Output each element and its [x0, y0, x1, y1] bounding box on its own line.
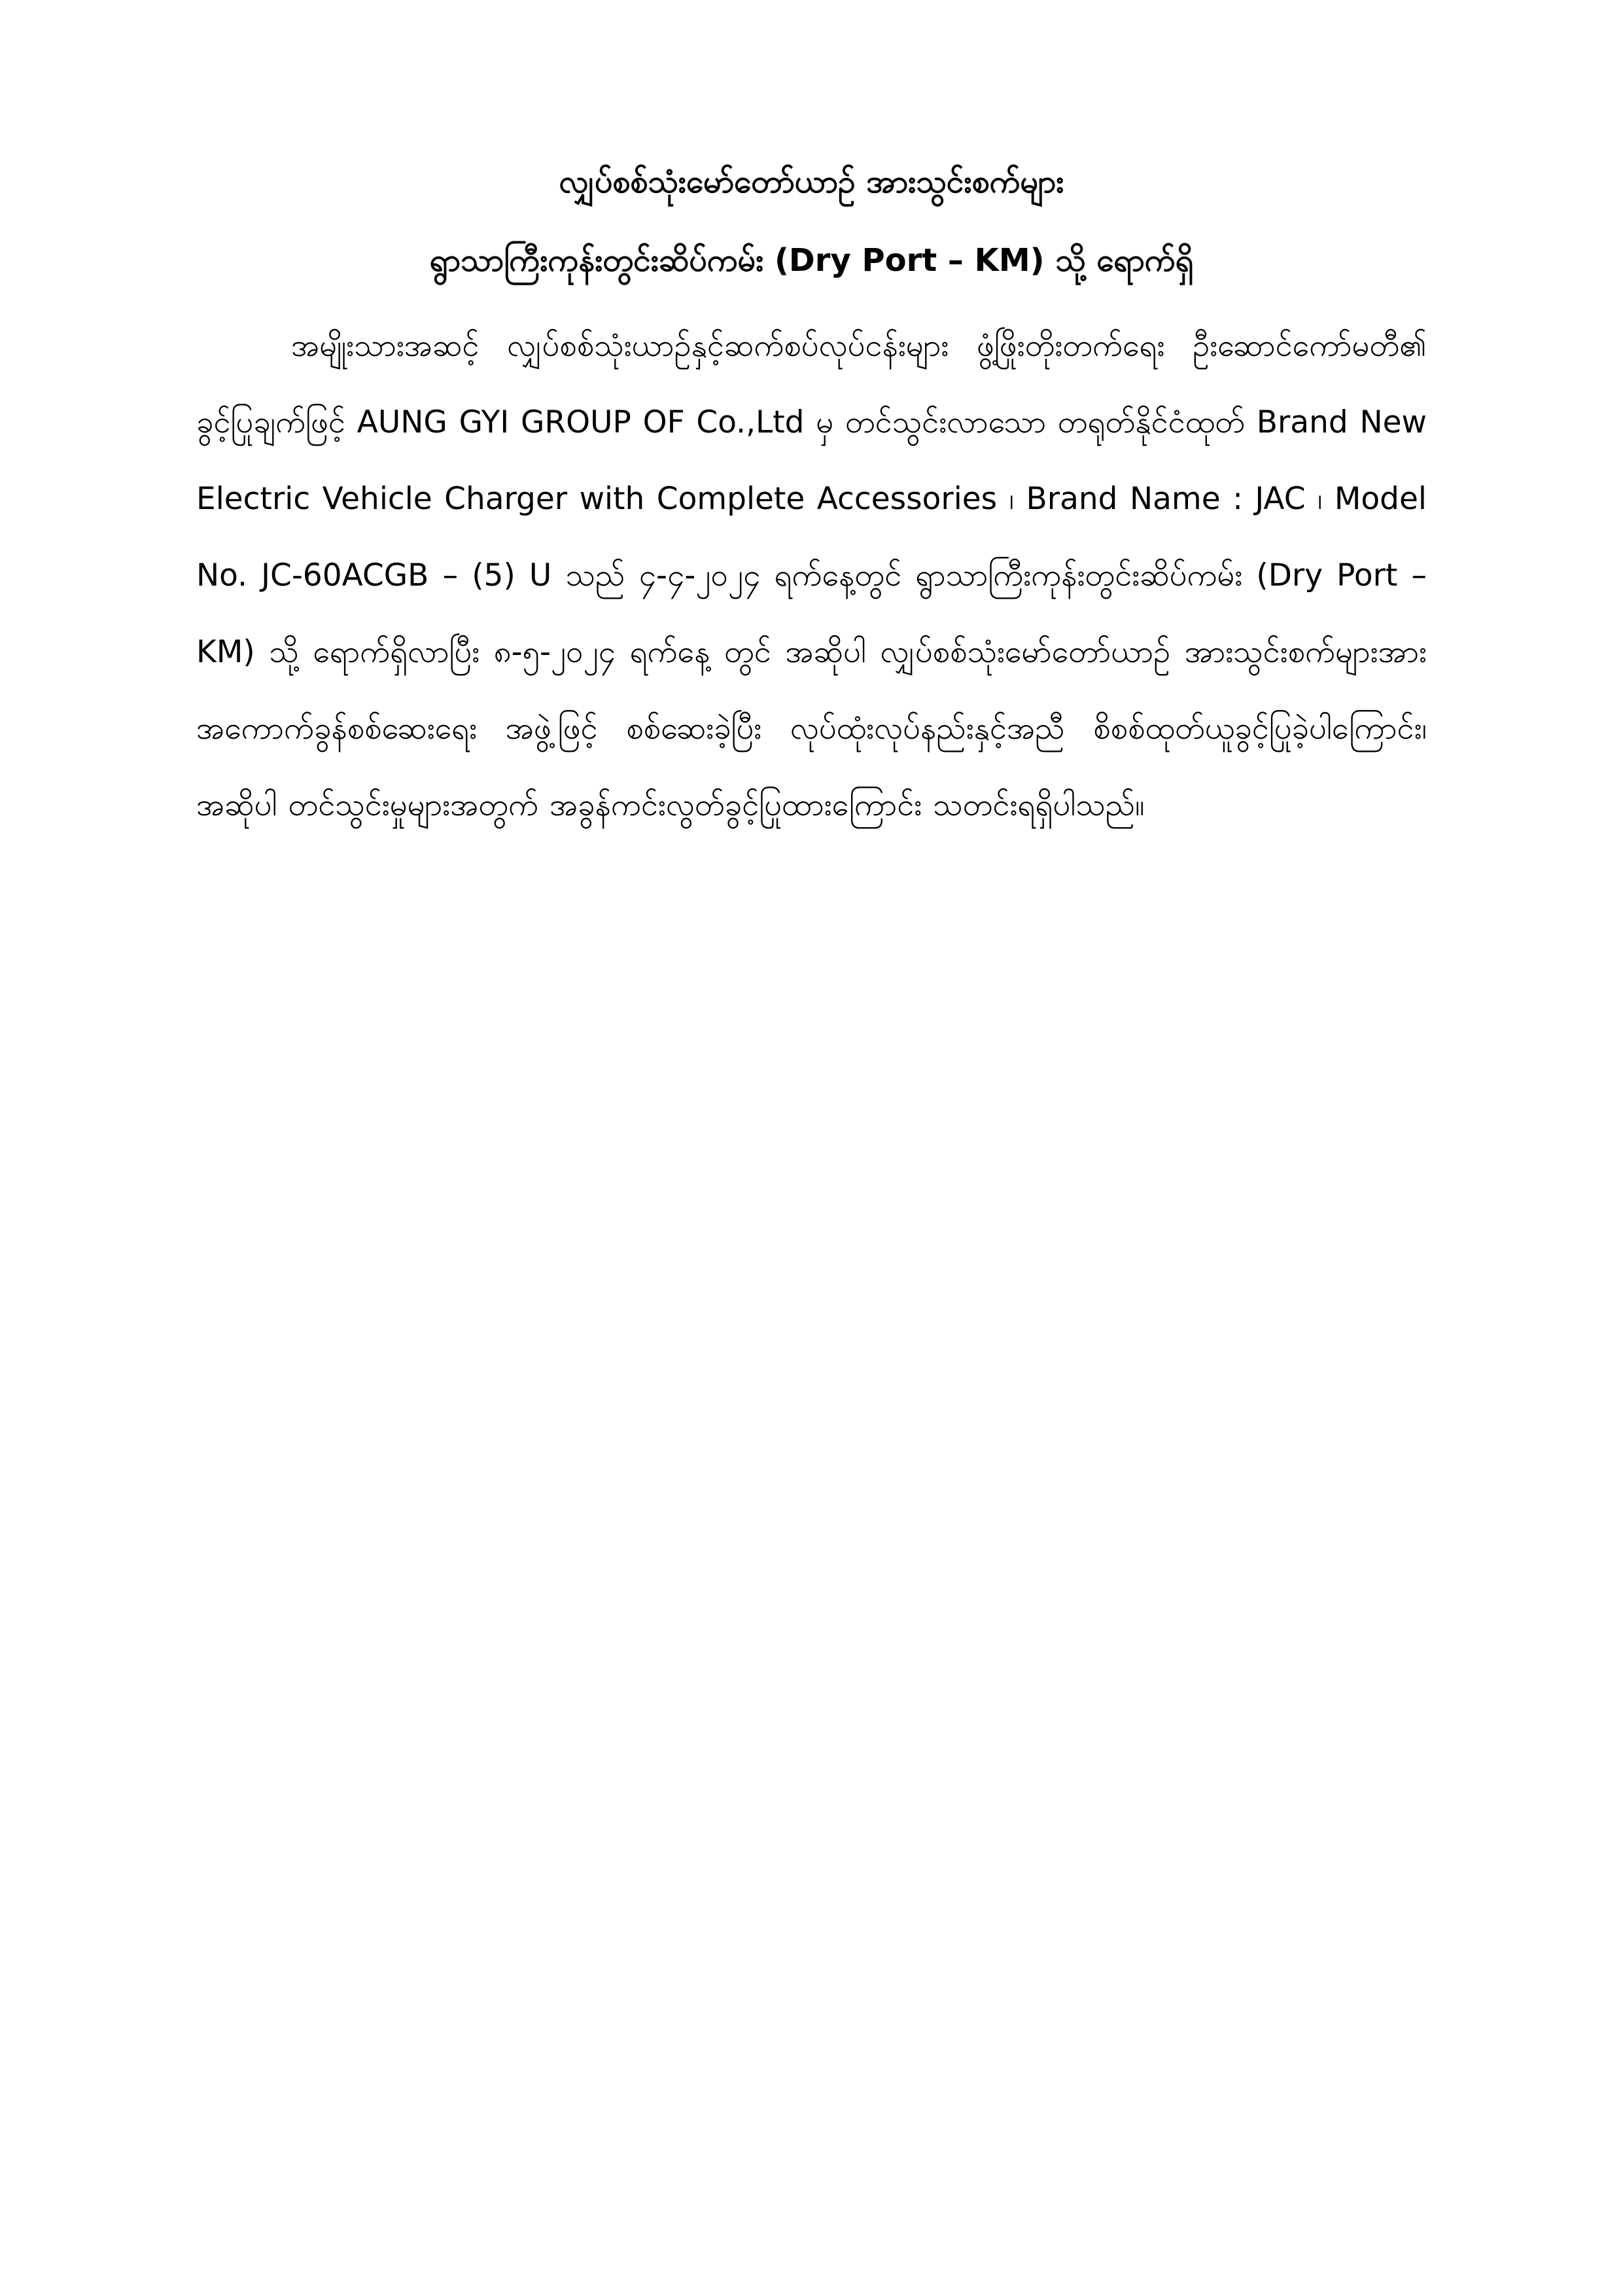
title-line-1: လျှပ်စစ်သုံးမော်တော်ယာဉ် အားသွင်းစက်များ [559, 164, 1064, 200]
document-title [196, 143, 1427, 300]
body-paragraph: အမျိုးသားအဆင့် လျှပ်စစ်သုံးယာဉ်နှင့်ဆက်စပ်လုပ်ငန်းများ ဖွံ့ဖြိုးတိုးတက်ရေး ဦးဆောင်ကော်မတီ၏ ခွင့်ပြုချက်ဖြင့် AUNG GYI GROUP OF Co.,Ltd မှ တင်သွင်းလာသော တရုတ်နိုင်ငံထုတ် Brand New Electric Vehicle Charger with Complete Accessories ၊ Brand Name : JAC ၊ Model No. JC-60ACGB – (5) U သည် ၄-၄-၂၀၂၄ ရက်နေ့တွင် ရွာသာကြီးကုန်းတွင်းဆိပ်ကမ်း (Dry Port – KM) သို့ ရောက်ရှိလာပြီး ၈-၅-၂၀၂၄ ရက်နေ့ တွင် အဆိုပါ လျှပ်စစ်သုံးမော်တော်ယာဉ် အားသွင်းစက်များအား အကောက်ခွန်စစ်ဆေးရေး အဖွဲ့ဖြင့် စစ်ဆေးခဲ့ပြီး လုပ်ထုံးလုပ်နည်းနှင့်အညီ စိစစ်ထုတ်ယူခွင့်ပြုခဲ့ပါကြောင်း၊ အဆိုပါ တင်သွင်းမှုများအတွက် အခွန်ကင်းလွတ်ခွင့်ပြုထားကြောင်း သတင်းရရှိပါသည်။ [196, 328, 1427, 823]
title-line-2: ရွာသာကြီးကုန်းတွင်းဆိပ်ကမ်း (Dry Port – KM) သို့ ရောက်ရှိ [429, 242, 1194, 279]
